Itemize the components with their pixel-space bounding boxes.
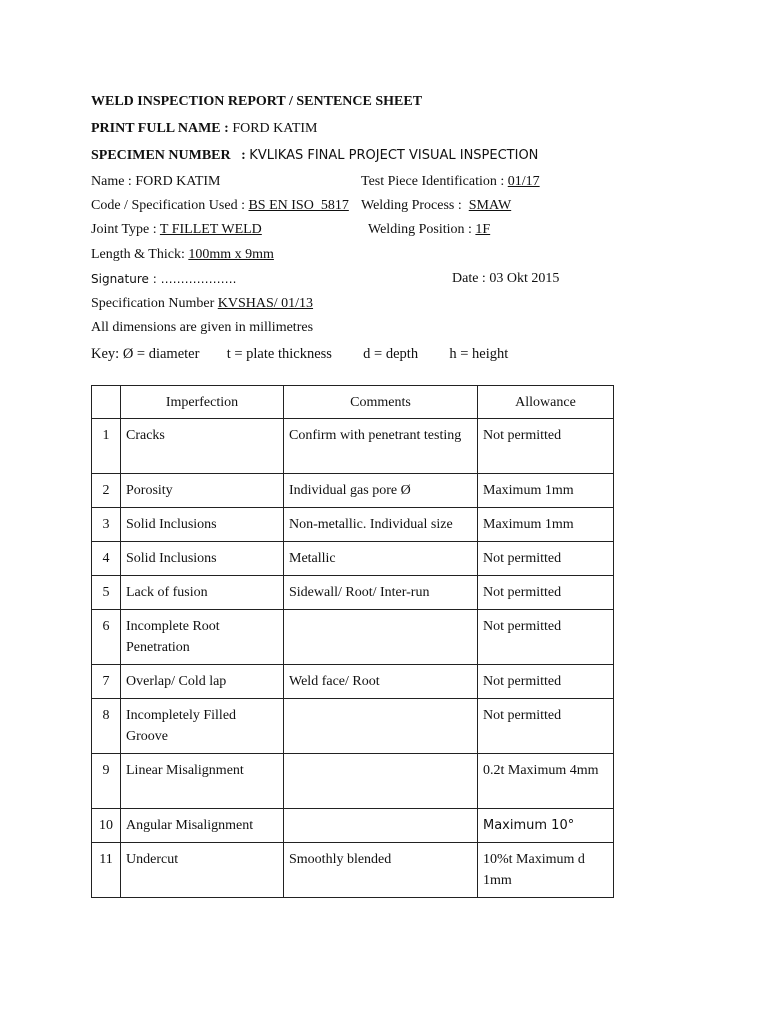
test-piece-value: 01/17 — [507, 174, 540, 189]
table-row — [92, 542, 614, 576]
date-value: 03 Okt 2015 — [489, 271, 560, 286]
row-allowance: Maximum 1mm — [478, 474, 614, 508]
row-comments: Non-metallic. Individual size — [284, 508, 478, 542]
dimensions-note: All dimensions are given in millimetres — [91, 320, 314, 335]
test-piece-label: Test Piece Identification : — [361, 174, 505, 189]
table-header-row — [92, 386, 614, 419]
table-row — [92, 699, 614, 754]
date-field — [452, 271, 559, 287]
row-number: 3 — [92, 508, 121, 542]
header-comments: Comments — [284, 386, 478, 419]
row-comments: Individual gas pore Ø — [284, 474, 478, 508]
header-imperfection: Imperfection — [121, 386, 284, 419]
print-full-name-line — [91, 121, 318, 137]
table-row — [92, 843, 614, 898]
specimen-sep: : — [241, 148, 246, 163]
signature-label: Signature : — [91, 272, 157, 286]
key-height: h = height — [449, 346, 509, 362]
row-allowance: 0.2t Maximum 4mm — [478, 754, 614, 809]
row-number: 10 — [92, 809, 121, 843]
table-row — [92, 419, 614, 474]
process-value: SMAW — [468, 198, 512, 213]
key-label: Key: — [91, 346, 120, 362]
row-comments — [284, 754, 478, 809]
row-number: 2 — [92, 474, 121, 508]
row-comments: Metallic — [284, 542, 478, 576]
row-allowance: 10%t Maximum d 1mm — [478, 843, 614, 898]
row-allowance: Maximum 10° — [478, 809, 614, 843]
row-allowance: Not permitted — [478, 542, 614, 576]
length-field — [91, 247, 274, 263]
position-label: Welding Position : — [368, 222, 472, 237]
process-label: Welding Process : — [361, 198, 462, 213]
row-imperfection: Solid Inclusions — [121, 542, 284, 576]
key-diameter: Ø = diameter — [122, 346, 200, 362]
table-row — [92, 610, 614, 665]
position-value: 1F — [475, 222, 491, 237]
length-label: Length & Thick: — [91, 247, 185, 262]
row-comments — [284, 699, 478, 754]
row-imperfection: Solid Inclusions — [121, 508, 284, 542]
row-number: 11 — [92, 843, 121, 898]
row-allowance: Not permitted — [478, 419, 614, 474]
key-thickness: t = plate thickness — [226, 346, 332, 362]
row-comments — [284, 610, 478, 665]
joint-field — [91, 222, 262, 238]
name-label: Name : — [91, 174, 132, 189]
row-imperfection: Porosity — [121, 474, 284, 508]
joint-label: Joint Type : — [91, 222, 157, 237]
row-allowance: Maximum 1mm — [478, 508, 614, 542]
specimen-value: KVLIKAS FINAL PROJECT VISUAL INSPECTION — [249, 148, 539, 163]
row-number: 5 — [92, 576, 121, 610]
signature-value: ………………. — [160, 272, 237, 286]
position-field — [368, 222, 490, 238]
row-allowance: Not permitted — [478, 699, 614, 754]
table-row — [92, 754, 614, 809]
row-imperfection: Linear Misalignment — [121, 754, 284, 809]
table-row — [92, 474, 614, 508]
header-num — [92, 386, 121, 419]
row-allowance: Not permitted — [478, 576, 614, 610]
row-allowance: Not permitted — [478, 610, 614, 665]
header-allowance: Allowance — [478, 386, 614, 419]
print-name-label: PRINT FULL NAME : — [91, 121, 229, 136]
table-row — [92, 508, 614, 542]
row-imperfection: Incompletely Filled Groove — [121, 699, 284, 754]
key-line — [91, 346, 508, 363]
print-name-value: FORD KATIM — [232, 121, 318, 136]
row-number: 7 — [92, 665, 121, 699]
row-imperfection: Incomplete Root Penetration — [121, 610, 284, 665]
length-value: 100mm x 9mm — [188, 247, 274, 262]
code-field — [91, 198, 349, 214]
row-number: 4 — [92, 542, 121, 576]
row-imperfection: Angular Misalignment — [121, 809, 284, 843]
date-label: Date : — [452, 271, 486, 286]
row-allowance: Not permitted — [478, 665, 614, 699]
code-value: BS EN ISO 5817 — [248, 198, 349, 213]
row-number: 1 — [92, 419, 121, 474]
row-number: 8 — [92, 699, 121, 754]
row-imperfection: Overlap/ Cold lap — [121, 665, 284, 699]
row-comments: Weld face/ Root — [284, 665, 478, 699]
row-comments: Smoothly blended — [284, 843, 478, 898]
specimen-number-line — [91, 148, 538, 164]
signature-field — [91, 272, 236, 286]
table-row — [92, 665, 614, 699]
row-imperfection: Lack of fusion — [121, 576, 284, 610]
row-imperfection: Cracks — [121, 419, 284, 474]
name-value: FORD KATIM — [135, 174, 221, 189]
test-piece-field — [361, 174, 540, 190]
name-field — [91, 174, 221, 190]
key-depth: d = depth — [363, 346, 419, 362]
spec-number-field — [91, 296, 313, 312]
process-field — [361, 198, 511, 214]
row-comments — [284, 809, 478, 843]
row-comments: Sidewall/ Root/ Inter-run — [284, 576, 478, 610]
imperfection-table — [91, 385, 614, 898]
row-comments: Confirm with penetrant testing — [284, 419, 478, 474]
code-label: Code / Specification Used : — [91, 198, 245, 213]
table-row — [92, 809, 614, 843]
row-number: 6 — [92, 610, 121, 665]
joint-value: T FILLET WELD — [159, 222, 262, 237]
row-imperfection: Undercut — [121, 843, 284, 898]
report-title: WELD INSPECTION REPORT / SENTENCE SHEET — [91, 94, 423, 109]
spec-number-value: KVSHAS/ 01/13 — [217, 296, 314, 311]
table-row — [92, 576, 614, 610]
spec-number-label: Specification Number — [91, 296, 215, 311]
row-number: 9 — [92, 754, 121, 809]
specimen-label: SPECIMEN NUMBER — [91, 148, 231, 163]
